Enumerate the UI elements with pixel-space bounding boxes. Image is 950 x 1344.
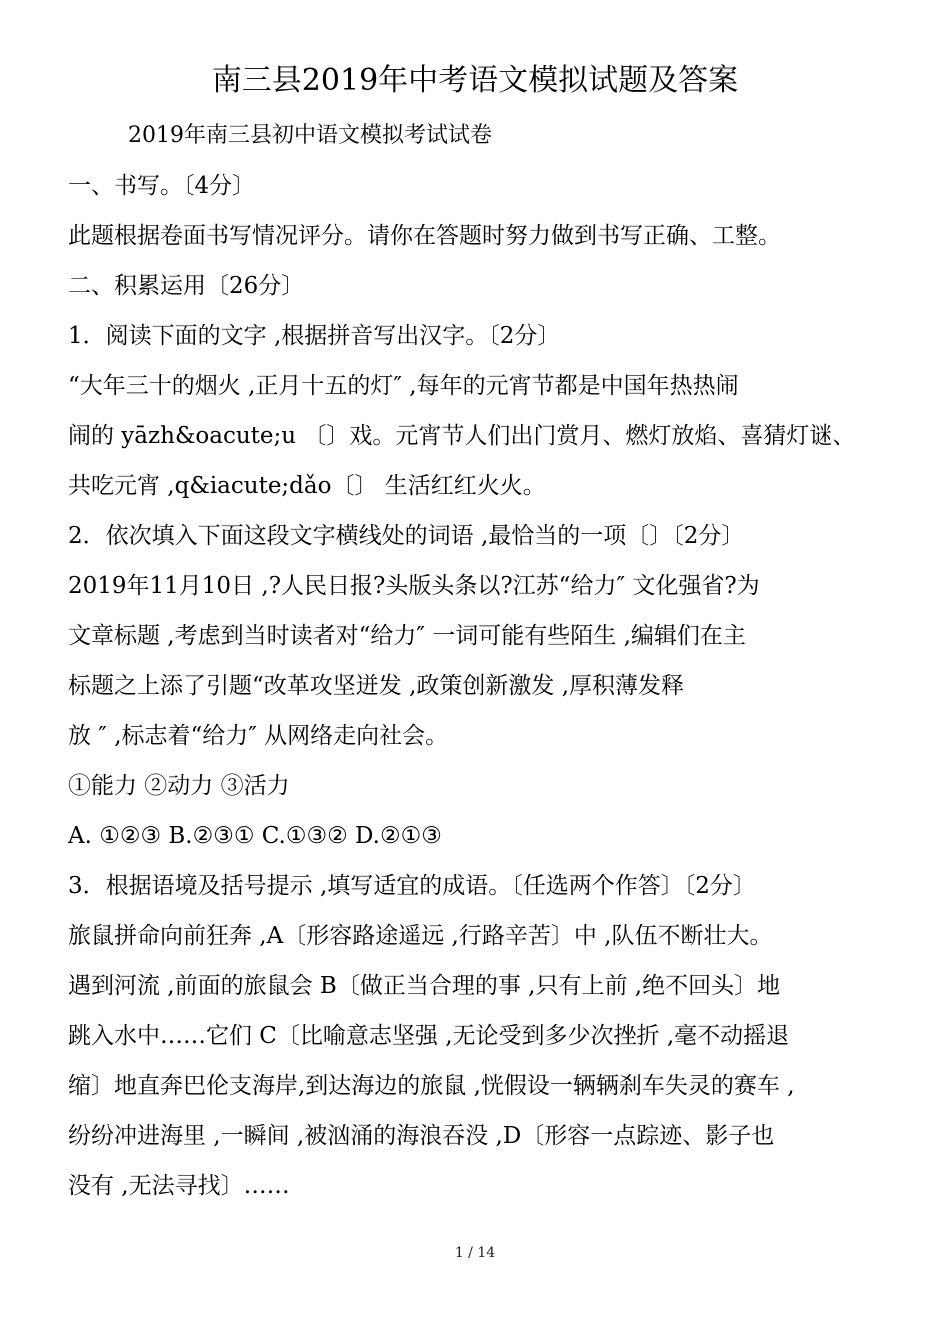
question-3-text-line-5: 纷纷冲进海里 ,一瞬间 ,被汹涌的海浪吞没 ,D〔形容一点踪迹、影子也 (68, 1123, 775, 1149)
question-1-text-line-1: “大年三十的烟火 ,正月十五的灯″ ,每年的元宵节都是中国年热热闹 (68, 373, 739, 399)
exam-subtitle: 2019年南三县初中语文模拟考试试卷 (128, 123, 492, 148)
question-1-text-line-3: 共吃元宵 ,q&iacute;dǎo〔〕 生活红红火火。 (68, 473, 546, 499)
question-3-text-line-2: 遇到河流 ,前面的旅鼠会 B〔做正当合理的事 ,只有上前 ,绝不回头〕地 (68, 973, 781, 999)
question-2-text-line-3: 标题之上添了引题“改革攻坚迸发 ,政策创新激发 ,厚积薄发释 (68, 673, 685, 699)
question-2-text-line-1: 2019年11月10日 ,?人民日报?头版头条以?江苏“给力″ 文化强省?为 (68, 573, 760, 599)
page-number: 1 / 14 (454, 1245, 496, 1261)
question-3-prompt: 3．根据语境及括号提示 ,填写适宜的成语。〔任选两个作答〕〔2分〕 (68, 873, 756, 899)
question-3-text-line-6: 没有 ,无法寻找〕…… (68, 1173, 290, 1199)
question-3-text-line-3: 跳入水中……它们 C〔比喻意志坚强 ,无论受到多少次挫折 ,毫不动摇退 (68, 1023, 790, 1049)
question-2-text-line-4: 放 ″ ,标志着“给力″ 从网络走向社会。 (68, 723, 449, 749)
question-2-word-options: ①能力 ②动力 ③活力 (68, 773, 290, 799)
question-2-answer-choices: A. ①②③ B.②③① C.①③② D.②①③ (68, 823, 442, 849)
question-3-text-line-1: 旅鼠拼命向前狂奔 ,A〔形容路途遥远 ,行路辛苦〕中 ,队伍不断壮大。 (68, 923, 773, 949)
question-1-text-line-2: 闹的 yāzh&oacute;u 〔〕戏。元宵节人们出门赏月、燃灯放焰、喜猜灯谜、 (68, 423, 856, 449)
question-2-text-line-2: 文章标题 ,考虑到当时读者对“给力″ 一词可能有些陌生 ,编辑们在主 (68, 623, 746, 649)
document-title: 南三县2019年中考语文模拟试题及答案 (211, 63, 739, 98)
question-3-text-line-4: 缩〕地直奔巴伦支海岸,到达海边的旅鼠 ,恍假设一辆辆刹车失灵的赛车 , (68, 1073, 795, 1099)
section-writing-heading: 一、书写。〔4分〕 (68, 173, 256, 199)
section-accumulation-heading: 二、积累运用〔26分〕 (68, 273, 305, 299)
writing-instruction: 此题根据卷面书写情况评分。请你在答题时努力做到书写正确、工整。 (68, 223, 781, 249)
question-2-prompt: 2．依次填入下面这段文字横线处的词语 ,最恰当的一项〔〕〔2分〕 (68, 523, 745, 549)
question-1-prompt: 1．阅读下面的文字 ,根据拼音写出汉字。〔2分〕 (68, 323, 561, 349)
